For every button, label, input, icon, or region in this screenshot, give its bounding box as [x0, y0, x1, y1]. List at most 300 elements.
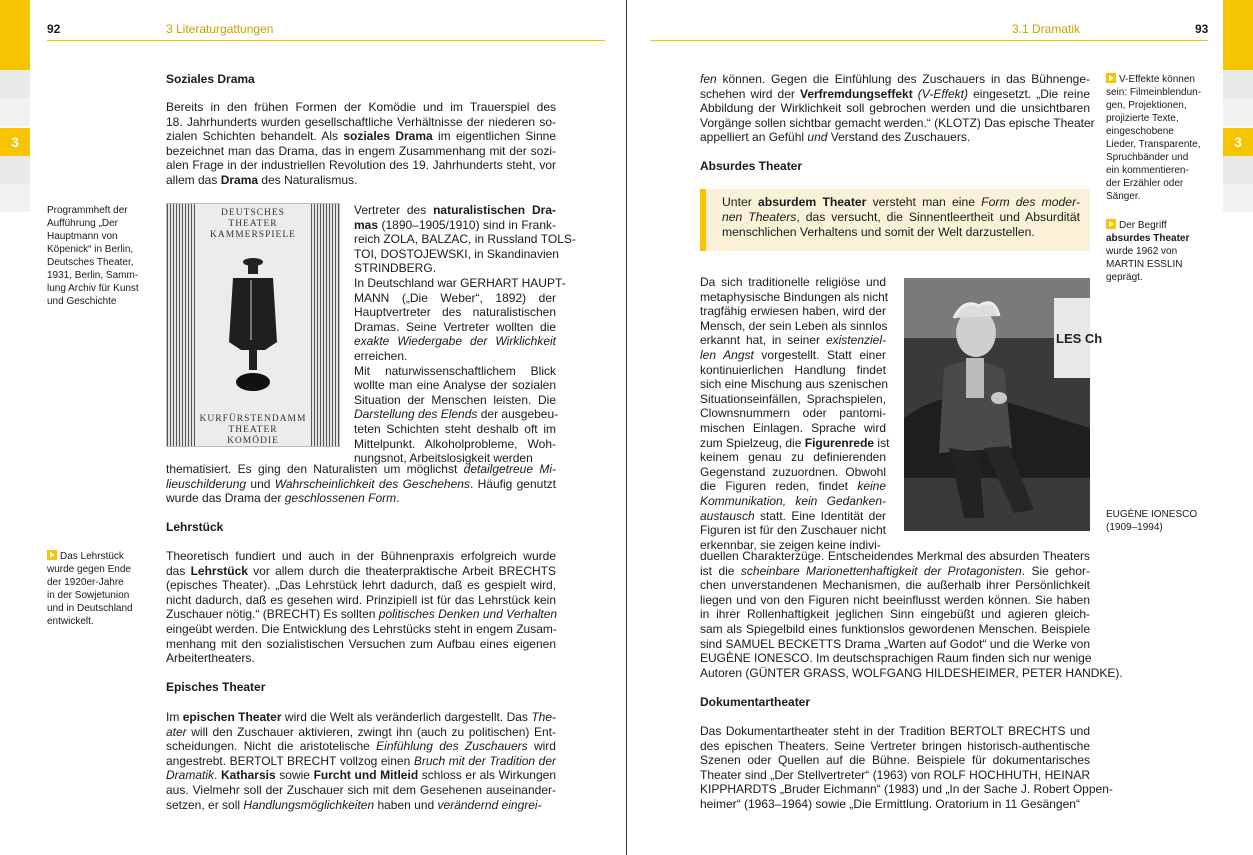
- note-text: wurde 1962 von: [1106, 246, 1178, 257]
- text-line: [700, 450, 886, 465]
- text-line: [166, 129, 556, 144]
- left-page: [0, 0, 626, 855]
- text-segment: keine: [857, 479, 886, 494]
- note-text: sein: Filmeinblendun-: [1106, 87, 1202, 98]
- text-line: [700, 797, 1090, 812]
- poster-text: KURFÜRSTENDAMM: [199, 414, 307, 424]
- text-segment: zialen Schichten behandelt. Als: [166, 129, 344, 144]
- text-line: [354, 218, 556, 233]
- text-segment: kontinuierlichen Handlung findet: [700, 362, 886, 377]
- text-segment: Verfremdungseffekt: [799, 86, 913, 101]
- text-line: [700, 509, 886, 524]
- text-segment: des epischen Theaters. Seine Vertreter bringen historisch-authentische: [700, 738, 1090, 753]
- tab-grey: [1223, 98, 1253, 126]
- text-line: [166, 158, 556, 173]
- text-line: [166, 115, 556, 130]
- text-segment: Unter: [722, 195, 758, 209]
- tab-grey: [1223, 184, 1253, 212]
- running-head: 3.1 Dramatik: [1012, 22, 1081, 36]
- margin-note-lehrstueck: [47, 550, 133, 628]
- note-line: [1106, 164, 1201, 177]
- text-segment: soziales Drama: [343, 129, 433, 144]
- text-segment: allem das: [166, 173, 221, 187]
- text-segment: epischen Theater: [182, 710, 282, 724]
- text-line: [700, 319, 886, 334]
- text-segment: detailgetreue Mi-: [463, 462, 556, 476]
- tab-grey: [0, 70, 30, 98]
- note-line: [1106, 258, 1189, 271]
- text-line: [700, 363, 886, 378]
- text-line: [166, 549, 556, 564]
- text-line: [166, 173, 556, 188]
- text-line: [166, 798, 556, 813]
- text-segment: 18. Jahrhunderts wurden gesellschaftliche Verhältnisse der niederen so-: [166, 114, 556, 129]
- text-segment: ist die: [700, 563, 741, 578]
- note-text: geprägt.: [1106, 272, 1143, 283]
- poster-text: KAMMERSPIELE: [210, 230, 296, 240]
- text-segment: eingeübt werden. Die Entwicklung des Lehrstücks steht in engem Zusam-: [166, 622, 557, 636]
- heading-dokumentartheater: Dokumentartheater: [700, 695, 811, 709]
- text-segment: der ausgebeu-: [477, 407, 559, 422]
- text-line: [700, 435, 890, 451]
- text-segment: chen unverstandenen Mechanismen, die außerhalb ihrer Persönlichkeit: [700, 578, 1090, 593]
- text-segment: Mit naturwissenschaftlichem Blick: [354, 363, 556, 378]
- text-line: [700, 724, 1090, 739]
- text-segment: nungsnot, Arbeitslosigkeit werden: [354, 451, 533, 466]
- uniform-figure-icon: [219, 254, 287, 394]
- text-segment: bezeichnet man das Drama, das in engem Zusammenhang mit der sozi-: [166, 143, 556, 158]
- text-segment: Mittelpunkt. Alkoholprobleme, Woh-: [354, 436, 556, 451]
- text-segment: Vorgänge sollen sichtbar gemacht werden.“ (: [700, 115, 939, 130]
- note-text: Aufführung „Der: [47, 218, 118, 229]
- text-segment: In Deutschland war: [354, 276, 461, 290]
- text-segment: BRECHT: [266, 607, 317, 622]
- text-segment: ater: [166, 724, 187, 739]
- text-segment: Mensch, der sein Leben als sinnlos: [700, 318, 888, 333]
- text-segment: wollte man eine Analyse der sozialen: [354, 378, 556, 393]
- text-segment: EUGÈNE IONESCO: [700, 651, 810, 666]
- text-segment: schloss er als Wirkungen: [418, 768, 556, 783]
- note-line: [1106, 112, 1201, 125]
- text-line: [354, 305, 556, 320]
- text-segment: sich eine Mischung aus szenischen: [700, 377, 889, 392]
- note-line: [1106, 125, 1201, 138]
- text-line: [700, 348, 886, 363]
- note-text: EUGÈNE IONESCO: [1106, 509, 1198, 520]
- poster-caption: [47, 204, 139, 308]
- text-segment: austausch: [700, 508, 755, 523]
- text-line: [354, 334, 556, 349]
- text-segment: Autoren (: [700, 665, 750, 680]
- text-line: [700, 622, 1090, 637]
- note-line: [1106, 151, 1201, 164]
- text-segment: sam als Spiegelbild eines funktionslos gewordenen Menschen. Beispiele: [700, 622, 1090, 636]
- note-line: [1106, 99, 1201, 112]
- note-text: der Erzähler oder: [1106, 178, 1184, 189]
- text-segment: und: [246, 476, 275, 491]
- text-line: [722, 225, 1080, 240]
- note-line: [1106, 245, 1189, 258]
- text-segment: duellen Charakterzüge. Entscheidendes Merkmal des absurden Theaters: [700, 549, 1090, 563]
- text-segment: und: [807, 130, 828, 145]
- text-line: [166, 564, 556, 579]
- text-segment: TOLS-: [540, 232, 576, 247]
- text-segment: ist: [874, 435, 890, 450]
- text-segment: Drama: [220, 173, 259, 187]
- text-segment: nicht dadurch, daß es gesehen wird. Prinzipiell ist für das Lehrstück kein: [166, 592, 556, 607]
- note-text: Köpenick“ in Berlin,: [47, 244, 134, 255]
- text-segment: erreichen.: [354, 349, 408, 363]
- poster-text: KOMÖDIE: [227, 436, 279, 446]
- text-segment: Katharsis: [220, 768, 276, 783]
- note-line: [47, 550, 133, 563]
- text-segment: Darstellung des Elends: [354, 407, 478, 422]
- text-line: [700, 578, 1090, 593]
- text-segment: erkannt hat, in seiner: [700, 333, 826, 348]
- note-text: Lieder, Transparente,: [1106, 139, 1201, 150]
- note-text: absurdes Theater: [1106, 233, 1190, 244]
- text-segment: politisches Denken und Verhalten: [378, 607, 558, 622]
- text-segment: scheinbare Marionettenhaftigkeit der Protagonisten: [740, 563, 1022, 578]
- note-line: [47, 563, 133, 576]
- text-segment: Bruch mit der Tradition der: [413, 753, 556, 768]
- text-segment: ) Es sollten: [316, 607, 379, 622]
- text-segment: lieuschilderung: [166, 476, 247, 491]
- text-line: [166, 144, 556, 159]
- text-segment: SAMUEL BECKETTS: [725, 636, 842, 651]
- note-text: und Geschichte: [47, 296, 117, 307]
- text-line: [354, 232, 576, 247]
- tab-grey: [0, 98, 30, 126]
- arrow-icon: [1106, 73, 1116, 83]
- poster-text: THEATER: [228, 219, 278, 229]
- note-text: entwickelt.: [47, 616, 94, 627]
- note-line: [1106, 190, 1201, 203]
- text-segment: Wahrscheinlichkeit des Geschehens: [274, 476, 470, 491]
- text-segment: metaphysische Bindungen als nicht: [700, 289, 889, 304]
- note-line: [47, 269, 139, 282]
- text-segment: The-: [531, 710, 557, 724]
- text-line: [700, 130, 1090, 145]
- text-segment: Dramas. Seine Vertreter wollten die: [354, 319, 556, 334]
- note-text: gen, Projektionen,: [1106, 100, 1187, 111]
- text-line: [166, 622, 556, 637]
- note-line: [1106, 138, 1201, 151]
- text-segment: wird die Welt als veränderlich dargestellt. Das: [281, 710, 532, 724]
- note-line: [1106, 73, 1201, 86]
- text-segment: .: [432, 261, 437, 276]
- program-poster-image: [166, 203, 340, 447]
- text-line: [700, 564, 1090, 579]
- text-segment: Clownsnummern oder pantomi-: [700, 406, 886, 421]
- arrow-icon: [1106, 219, 1116, 229]
- definition-box: [700, 189, 1090, 251]
- text-segment: tragfähig erwiesen haben, wird der: [700, 304, 886, 319]
- text-segment: wurde das Drama der: [166, 491, 285, 506]
- text-segment: statt. Eine Identität der: [754, 508, 886, 523]
- text-segment: angestrebt.: [166, 753, 230, 768]
- text-segment: eingesetzt. „Die reine: [968, 86, 1090, 101]
- tab-grey: [1223, 70, 1253, 98]
- text-segment: KIPPHARDTS: [700, 782, 777, 797]
- text-segment: BERTOLT BRECHTS: [949, 724, 1066, 738]
- header-rule: [650, 40, 1208, 41]
- note-line: [47, 217, 139, 230]
- note-text: wurde gegen Ende: [47, 564, 131, 575]
- text-line: [722, 210, 1080, 225]
- text-segment: verändernd eingrei-: [437, 797, 542, 812]
- text-segment: naturalistischen Dra-: [433, 203, 556, 217]
- note-line: [47, 204, 139, 217]
- note-text: projizierte Texte,: [1106, 113, 1179, 124]
- running-head: 3 Literaturgattungen: [166, 22, 274, 36]
- text-line: [354, 364, 556, 379]
- text-segment: reich: [354, 232, 384, 247]
- note-text: und in Deutschland: [47, 603, 133, 614]
- note-text: eingeschobene: [1106, 126, 1174, 137]
- text-segment: setzen, er soll: [166, 797, 244, 812]
- text-segment: Szenen oder Quellen auf die Bühne. Beispiele für dokumentarisches: [700, 753, 1090, 768]
- note-text: in der Sowjetunion: [47, 590, 130, 601]
- text-line: [166, 651, 556, 666]
- note-text: ein kommentieren-: [1106, 165, 1189, 176]
- text-segment: menschlichen Verhaltens und somit der Welt darzustellen.: [722, 225, 1035, 239]
- text-line: [700, 87, 1090, 102]
- portrait-image: [904, 278, 1103, 531]
- note-line: [47, 256, 139, 269]
- text-segment: . Sie gehor-: [1021, 563, 1090, 578]
- text-segment: , in Skandinavien: [467, 246, 559, 261]
- page-number: 93: [1195, 22, 1209, 36]
- note-line: [1106, 232, 1189, 245]
- text-line: [354, 203, 556, 218]
- text-line: [166, 578, 556, 593]
- text-segment: sind: [700, 636, 726, 651]
- text-segment: Situationseinfällen, Sprachspielen,: [700, 391, 886, 406]
- text-segment: Kommunikation, kein Gedanken-: [700, 494, 886, 508]
- text-segment: scheidungen. Nicht die aristotelische: [166, 739, 377, 754]
- text-segment: alen Frage in der industriellen Revolution des 19. Jahrhunderts steht, vor: [166, 158, 556, 173]
- text-segment: des Naturalismus.: [258, 173, 358, 187]
- text-segment: Handlungsmöglichkeiten: [243, 797, 375, 812]
- text-segment: die Figuren reden, findet: [700, 479, 858, 494]
- text-segment: mischen Einlagen. Sprache wird: [700, 421, 886, 435]
- text-segment: vollzog einen: [336, 753, 414, 768]
- text-segment: Arbeitertheaters.: [166, 651, 255, 666]
- photo-poster-text: LES Ch: [1056, 331, 1103, 346]
- text-segment: absurdem Theater: [757, 195, 867, 209]
- text-line: [354, 393, 556, 408]
- text-segment: . Im deutschsprachigen Raum finden sich nur wenige: [809, 651, 1092, 666]
- heading-soziales-drama: Soziales Drama: [166, 72, 255, 86]
- text-segment: Theater sind „Der Stellvertreter“ (1963) von: [700, 767, 934, 782]
- text-line: [700, 406, 886, 421]
- note-line: [47, 282, 139, 295]
- ionesco-photo: [904, 278, 1103, 531]
- text-line: [700, 782, 1113, 797]
- text-segment: Da sich traditionelle religiöse und: [700, 275, 886, 289]
- text-line: [700, 465, 886, 480]
- text-line: [700, 523, 886, 538]
- text-line: [354, 261, 556, 276]
- text-line: [700, 304, 886, 319]
- text-segment: .: [214, 768, 221, 783]
- text-segment: Theoretisch fundiert und auch in der Bühnenpraxis erfolgreich wurde: [166, 549, 556, 563]
- text-segment: KLOTZ: [938, 115, 977, 130]
- arrow-icon: [47, 550, 57, 560]
- text-segment: Furcht und Mitleid: [313, 768, 419, 783]
- text-line: [166, 607, 556, 622]
- page-number: 92: [47, 22, 61, 36]
- text-segment: erkennbar, sie zeigen keine indivi-: [700, 537, 881, 552]
- tab-yellow-top: [0, 0, 30, 70]
- tab-grey: [1223, 156, 1253, 184]
- text-segment: vor allem durch die theaterpraktische Arbeit: [247, 563, 499, 578]
- text-segment: aus. Vielmehr soll der Zuschauer sich mit dem Gesehenen auseinander-: [166, 783, 556, 797]
- text-segment: und: [1065, 724, 1090, 738]
- text-line: [700, 421, 886, 436]
- text-segment: BERTOLT BRECHT: [229, 753, 337, 768]
- text-line: [700, 593, 1090, 608]
- note-text: MARTIN ESSLIN: [1106, 259, 1183, 270]
- text-line: [354, 246, 559, 262]
- text-segment: menhang mit den sozialistischen Versuchen zum Aufbau eines eigenen: [166, 636, 556, 651]
- note-text: Deutsches Theater,: [47, 257, 134, 268]
- text-line: [700, 72, 1090, 87]
- text-segment: ZOLA, BALZAC: [383, 232, 469, 247]
- text-segment: MANN: [354, 290, 390, 305]
- text-segment: Figurenrede: [804, 435, 875, 450]
- chapter-tab-number: 3: [1234, 134, 1242, 150]
- text-segment: thematisiert. Es ging den Naturalisten um möglichst: [166, 462, 464, 476]
- text-line: [700, 289, 889, 305]
- text-segment: schehen wird der: [700, 86, 800, 101]
- text-line: [354, 378, 556, 393]
- text-segment: exakte Wiedergabe der Wirklichkeit: [354, 334, 556, 349]
- text-segment: TOI, DOSTOJEWSKI: [354, 246, 468, 261]
- text-line: [700, 494, 886, 509]
- note-text: Sänger.: [1106, 191, 1141, 202]
- note-line: [1106, 271, 1189, 284]
- text-line: [700, 637, 1090, 652]
- note-text: Spruchbänder und: [1106, 152, 1189, 163]
- heading-lehrstueck: Lehrstück: [166, 520, 224, 534]
- heading-episches-theater: Episches Theater: [166, 680, 266, 694]
- note-line: [1106, 86, 1201, 99]
- note-text: (1909–1994): [1106, 522, 1163, 533]
- text-line: [166, 754, 556, 769]
- text-line: [722, 195, 1080, 210]
- note-text: Programmheft der: [47, 205, 128, 216]
- poster-text: DEUTSCHES: [221, 208, 285, 218]
- text-segment: können. Gegen die Einfühlung des Zuschauers in das Bühnenge-: [716, 72, 1090, 86]
- text-segment: will den Zuschauer aktivieren, zwingt ihn (auch zu politischen) Ent-: [186, 724, 556, 739]
- text-segment: , das versucht, die Sinnentleertheit und Absurdität: [796, 210, 1080, 224]
- text-line: [166, 100, 556, 115]
- text-segment: („Die Weber“, 1892) der: [389, 290, 556, 305]
- margin-note-v-effekte: [1106, 73, 1201, 203]
- text-line: [166, 462, 556, 477]
- text-segment: Im: [166, 710, 183, 724]
- text-segment: nen Theaters: [722, 210, 797, 224]
- text-segment: Bereits in den frühen Formen der Komödie und im Trauerspiel des: [166, 100, 556, 114]
- text-segment: existenziel-: [825, 333, 886, 348]
- text-segment: teten Schichten steht deshalb oft im: [354, 422, 556, 436]
- text-segment: sowie: [275, 768, 314, 783]
- text-segment: vorgestellt. Statt einer: [753, 348, 886, 362]
- note-line: [47, 243, 139, 256]
- text-segment: zum Spielzeug, die: [700, 435, 805, 450]
- text-segment: im eigentlichen Sinne: [432, 129, 556, 144]
- text-segment: ).: [1115, 665, 1123, 680]
- text-segment: Abbildung der Wirklichkeit soll gebrochen werden und die unsichtbaren: [700, 101, 1090, 116]
- text-line: [166, 768, 556, 783]
- text-segment: .: [396, 491, 400, 506]
- text-segment: haben und: [374, 797, 438, 812]
- text-line: [354, 407, 559, 422]
- note-line: [47, 589, 133, 602]
- note-line: [47, 295, 139, 308]
- text-segment: „Bruder Eichmann“ (1983) und „In der Sache J. Robert Oppen-: [776, 782, 1113, 797]
- text-segment: (V-Effekt): [917, 86, 969, 101]
- text-segment: , in Russland: [468, 232, 541, 247]
- text-line: [700, 115, 1095, 131]
- note-text: Der Begriff: [1119, 220, 1167, 231]
- note-line: [1106, 508, 1197, 521]
- text-line: [700, 479, 886, 494]
- photo-caption: [1106, 508, 1197, 534]
- note-line: [47, 615, 133, 628]
- text-segment: BRECHTS: [498, 563, 556, 578]
- note-line: [1106, 177, 1201, 190]
- note-line: [47, 230, 139, 243]
- text-line: [700, 333, 886, 348]
- text-line: [166, 491, 556, 506]
- text-segment: mas: [354, 217, 379, 232]
- text-line: [354, 422, 556, 437]
- header-rule: [47, 40, 605, 41]
- text-segment: Form des moder-: [981, 195, 1080, 209]
- text-line: [354, 437, 556, 452]
- text-segment: Situation der Menschen leisten. Die: [354, 392, 556, 407]
- text-segment: (episches Theater). „Das Lehrstück lehrt dadurch, daß es gespielt wird,: [166, 578, 556, 593]
- text-line: [700, 377, 889, 392]
- note-text: 1931, Berlin, Samm-: [47, 270, 139, 281]
- note-line: [1106, 521, 1197, 534]
- text-segment: keinem genau zu definierenden: [700, 450, 886, 465]
- tab-grey: [0, 184, 30, 212]
- text-segment: ) Das epische Theater: [976, 115, 1095, 130]
- text-segment: Zuschauer nötig.“ (: [166, 607, 267, 622]
- text-line: [354, 320, 556, 335]
- text-segment: (1890–1905/1910) sind in Frank-: [378, 217, 556, 232]
- text-segment: GERHART HAUPT-: [460, 276, 566, 290]
- text-segment: wird: [527, 739, 556, 754]
- chapter-tab-number: 3: [11, 134, 19, 150]
- text-line: [700, 275, 886, 290]
- text-segment: Dramatik: [166, 768, 215, 783]
- text-line: [166, 739, 556, 754]
- text-line: [700, 392, 886, 407]
- text-line: [700, 607, 1090, 622]
- text-line: [166, 725, 556, 740]
- text-segment: ROLF HOCHHUTH, HEINAR: [933, 767, 1090, 782]
- text-line: [700, 739, 1090, 754]
- note-text: lung Archiv für Kunst: [47, 283, 139, 294]
- text-line: [700, 665, 1123, 681]
- text-segment: fen: [700, 72, 717, 86]
- text-segment: Das Dokumentartheater steht in der Tradition: [700, 724, 950, 738]
